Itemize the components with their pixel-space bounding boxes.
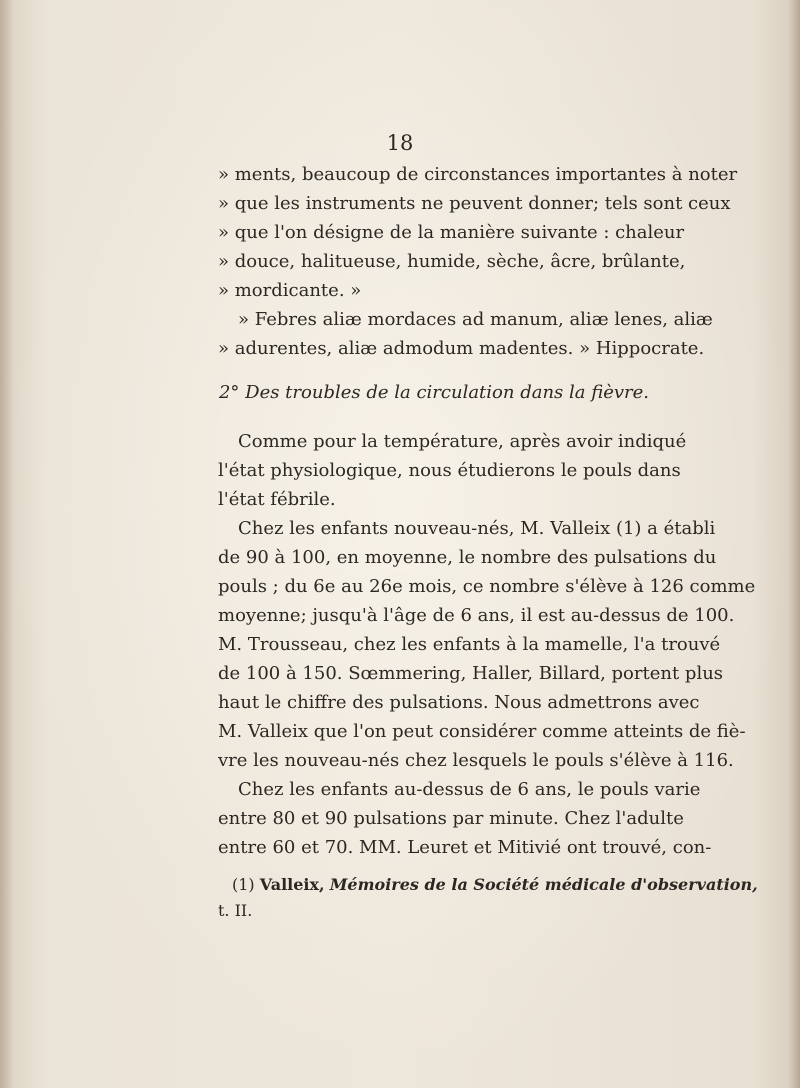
footnote	[232, 872, 758, 898]
footnote-title: Mémoires de la Société médicale d'observation,	[329, 875, 758, 894]
body-line: entre 80 et 90 pulsations par minute. Chez l'adulte	[218, 808, 684, 829]
section-title: 2° Des troubles de la circulation dans la fièvre.	[218, 382, 650, 403]
quote-line-1: » ments, beaucoup de circonstances importantes à noter	[218, 164, 738, 185]
latin-quote-line-2: » adurentes, aliæ admodum madentes. » Hippocrate.	[218, 338, 705, 359]
body-line: M. Valleix que l'on peut considérer comme atteints de fiè-	[218, 721, 746, 742]
quote-line-5: » mordicante. »	[218, 280, 362, 301]
body-line: vre les nouveau-nés chez lesquels le pouls s'élève à 116.	[218, 750, 734, 771]
body-line: Comme pour la température, après avoir indiqué	[238, 431, 687, 452]
page-number: 18	[386, 131, 414, 155]
body-line: haut le chiffre des pulsations. Nous admettrons avec	[218, 692, 700, 713]
body-line: l'état physiologique, nous étudierons le pouls dans	[218, 460, 681, 481]
body-line: Chez les enfants nouveau-nés, M. Valleix (1) a établi	[238, 518, 716, 539]
footnote-author: Valleix,	[259, 875, 325, 894]
page-edge-shadow-right	[788, 0, 800, 1088]
body-line: entre 60 et 70. MM. Leuret et Mitivié ont trouvé, con-	[218, 837, 712, 858]
body-line: M. Trousseau, chez les enfants à la mamelle, l'a trouvé	[218, 634, 721, 655]
quote-line-3: » que l'on désigne de la manière suivante : chaleur	[218, 222, 685, 243]
quote-line-2: » que les instruments ne peuvent donner; tels sont ceux	[218, 193, 731, 214]
body-line: moyenne; jusqu'à l'âge de 6 ans, il est au-dessus de 100.	[218, 605, 735, 626]
body-line: l'état fébrile.	[218, 489, 336, 510]
page-edge-shadow-left	[0, 0, 14, 1088]
body-line: de 90 à 100, en moyenne, le nombre des pulsations du	[218, 547, 717, 568]
latin-quote-line-1: » Febres aliæ mordaces ad manum, aliæ lenes, aliæ	[238, 309, 713, 330]
footnote-marker: (1)	[232, 875, 255, 894]
body-line: pouls ; du 6e au 26e mois, ce nombre s'élève à 126 comme	[218, 576, 756, 597]
quote-line-4: » douce, halitueuse, humide, sèche, âcre, brûlante,	[218, 251, 686, 272]
body-line: Chez les enfants au-dessus de 6 ans, le pouls varie	[238, 779, 701, 800]
body-line: de 100 à 150. Sœmmering, Haller, Billard, portent plus	[218, 663, 724, 684]
footnote-volume: t. II.	[218, 901, 253, 920]
